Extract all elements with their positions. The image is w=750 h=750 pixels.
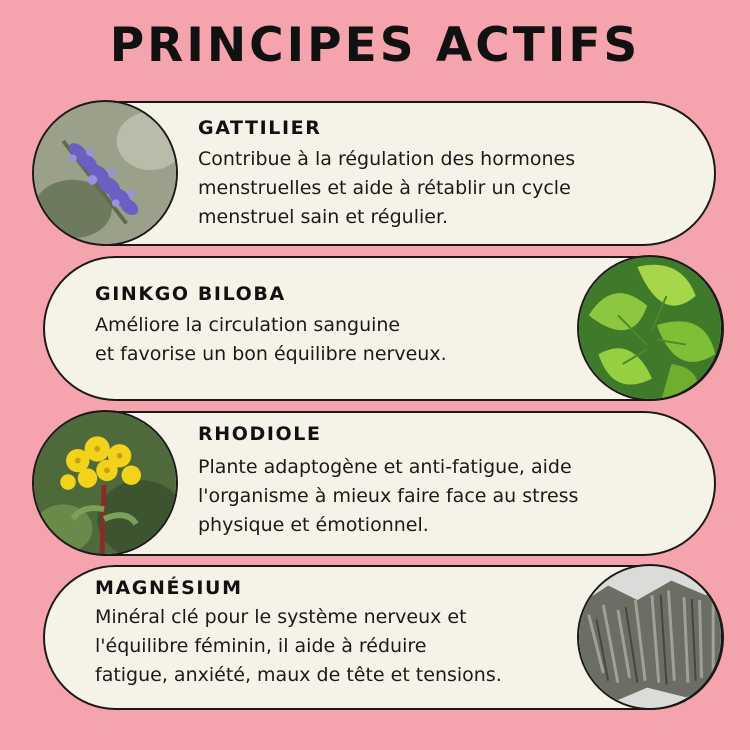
rhodiola-flower-icon (32, 410, 178, 556)
chasteberry-flower-icon (32, 100, 178, 246)
magnesium-crystal-icon (577, 564, 723, 710)
ingredient-description-rhodiole: Plante adaptogène et anti-fatigue, aide l'organisme à mieux faire face au stress physique et émotionnel. (198, 456, 579, 536)
ingredient-name-gattilier: GATTILIER (198, 117, 322, 139)
ingredient-description-magnesium: Minéral clé pour le système nerveux et l'équilibre féminin, il aide à réduire fatigue, anxiété, maux de tête et tensions. (95, 606, 502, 686)
ingredient-name-magnesium: MAGNÉSIUM (95, 577, 243, 599)
ginkgo-leaves-icon (577, 255, 723, 401)
page-title: PRINCIPES ACTIFS (109, 18, 641, 73)
ingredient-description-gattilier: Contribue à la régulation des hormones menstruelles et aide à rétablir un cycle menstruel sain et régulier. (198, 148, 576, 228)
ingredient-name-rhodiole: RHODIOLE (198, 423, 322, 445)
ingredient-description-ginkgo-biloba: Améliore la circulation sanguine et favorise un bon équilibre nerveux. (95, 314, 447, 365)
ingredient-name-ginkgo-biloba: GINKGO BILOBA (95, 283, 286, 305)
